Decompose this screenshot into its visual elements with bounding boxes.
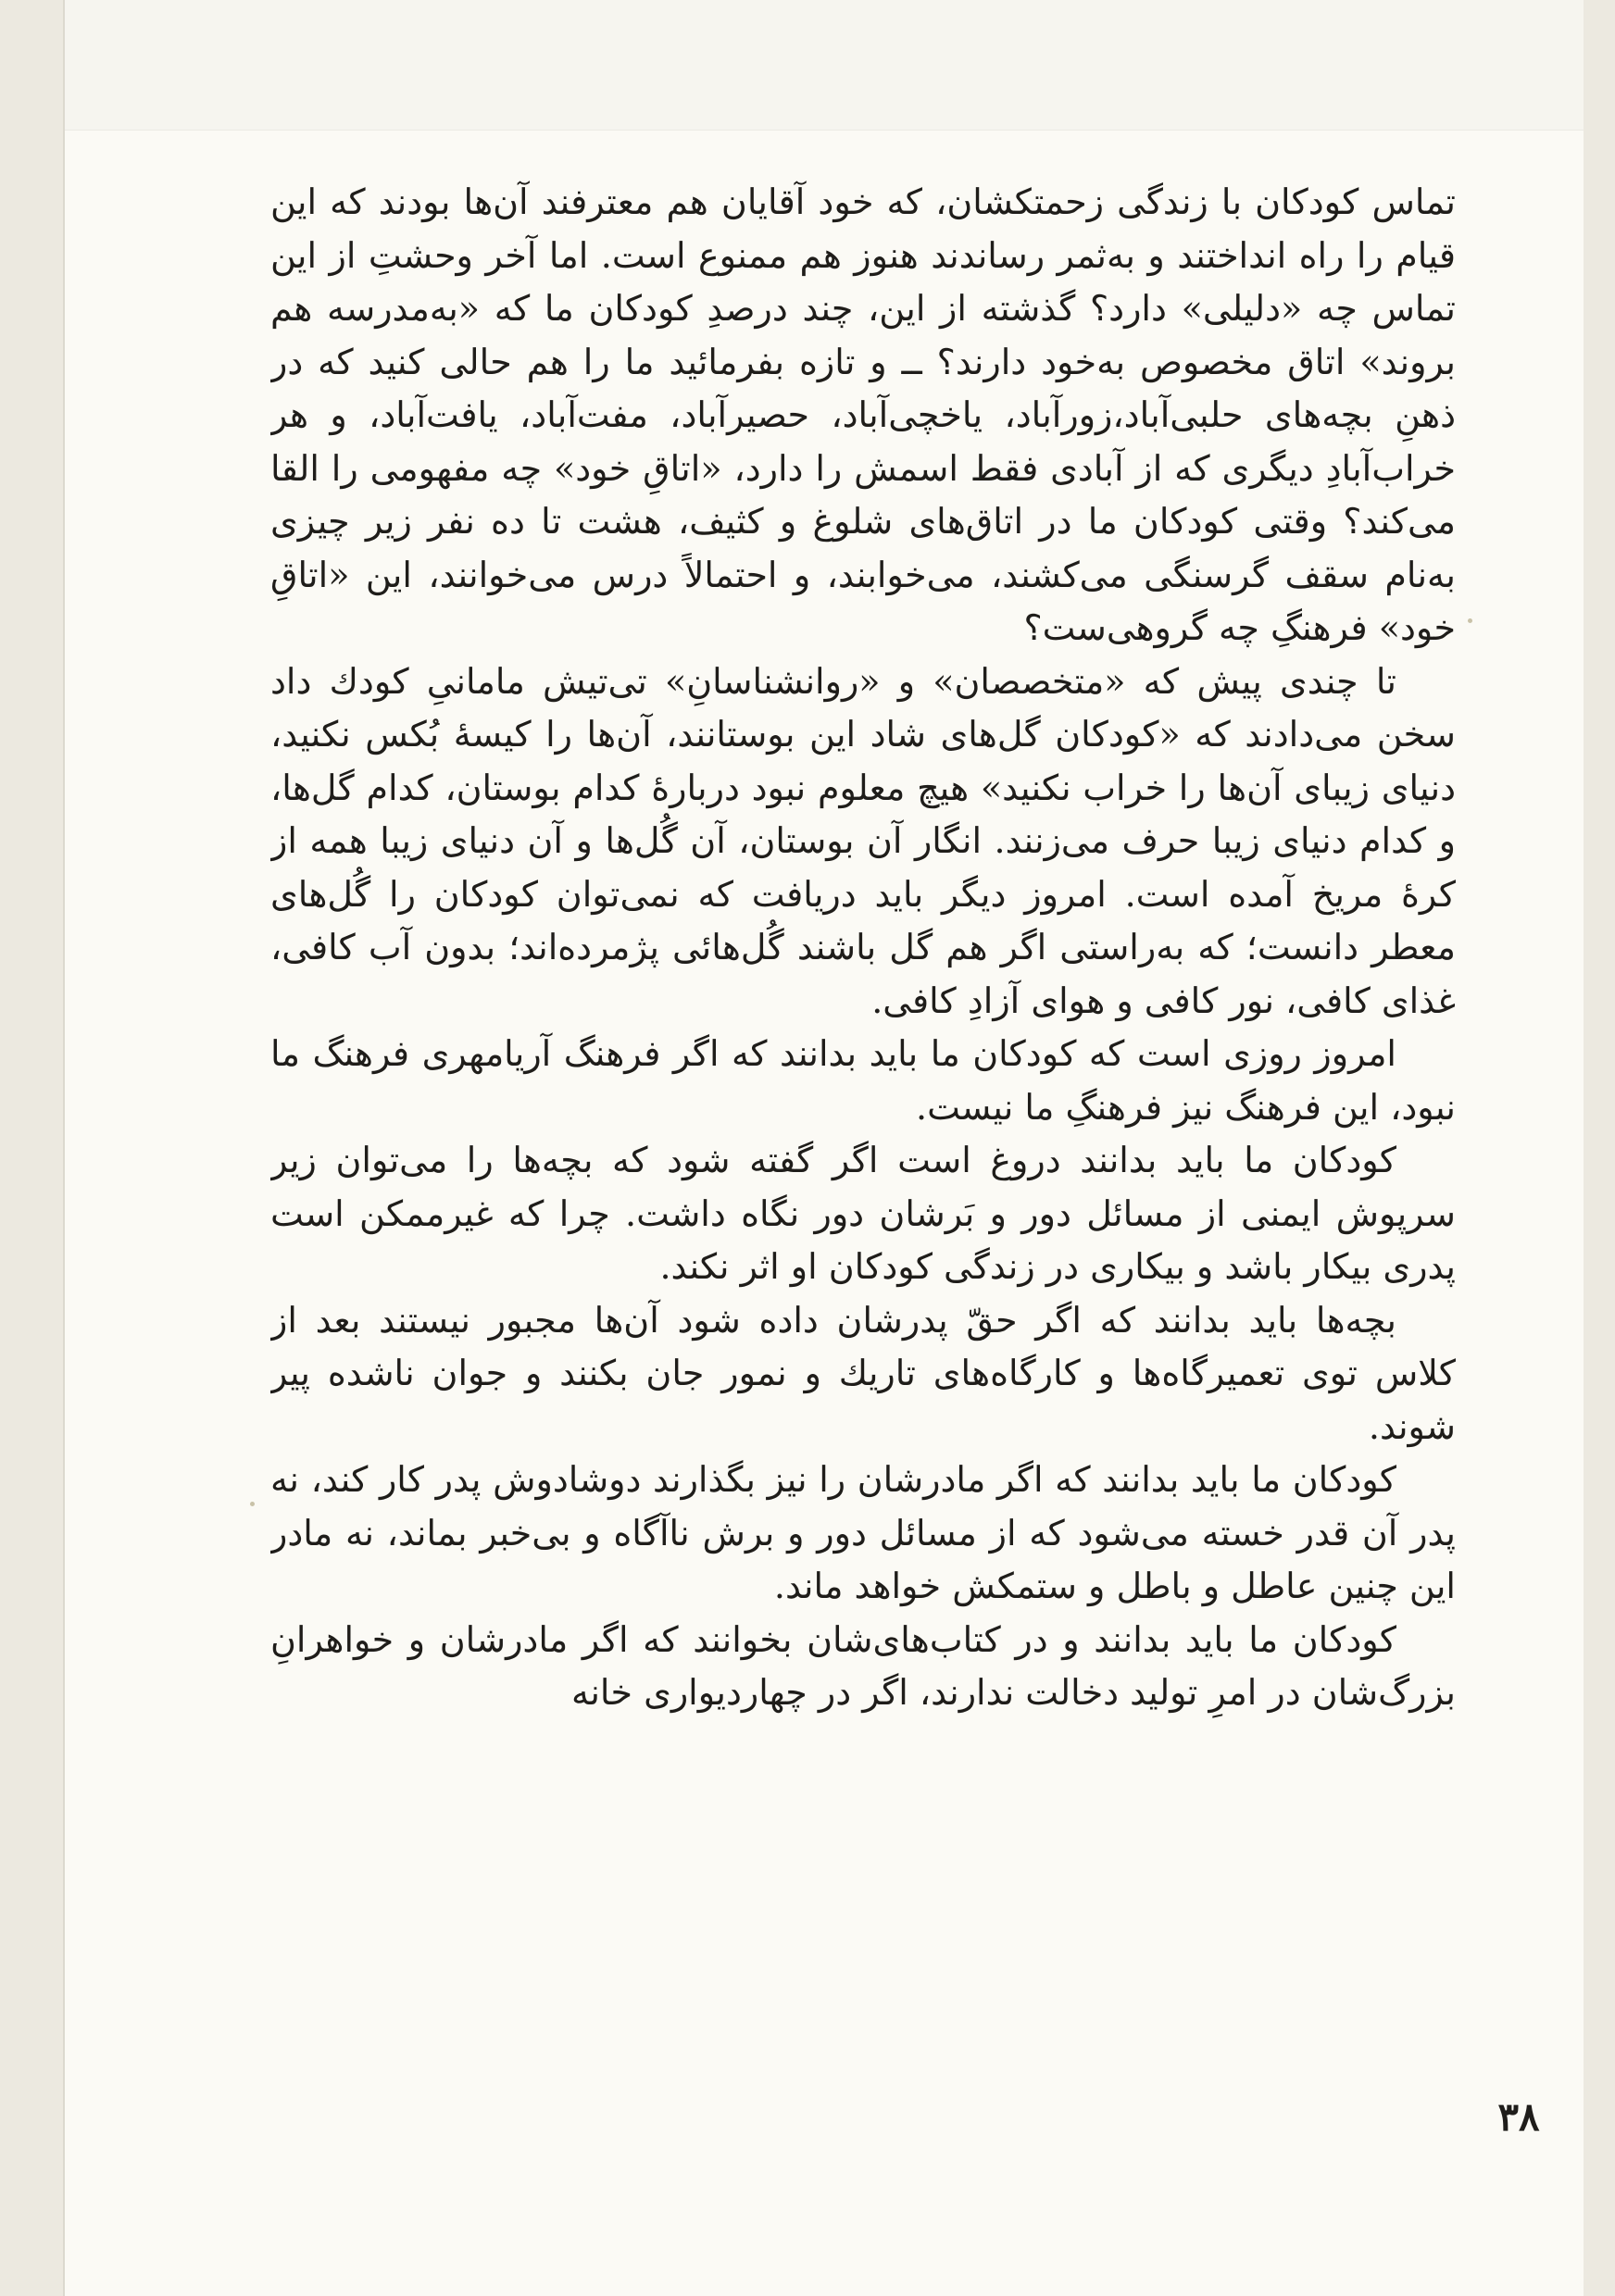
paragraph-4: کودکان ما باید بدانند دروغ است اگر گفته شود که بچه‌ها را می‌توان زیر سرپوش ایمنی از مسائل دور و بَرشان دور نگاه داشت. چرا که غیرممکن است پدری بیکار باشد و بیکاری در زندگی کودکان او اثر نکند. [270, 1140, 1456, 1287]
paragraph-7: کودکان ما باید بدانند و در کتاب‌های‌شان بخوانند که اگر مادرشان و خواهرانِ بزرگ‌شان در امرِ تولید دخالت ندارند، اگر در چهاردیواری خانه [270, 1618, 1456, 1713]
paragraph-1: تماس کودکان با زندگی زحمتکشان، که خود آقایان هم معترفند آن‌ها بودند که این قیام را راه انداختند و به‌ثمر رساندند هنوز هم ممنوع است. اما آخر وحشتِ از این تماس چه «دلیلی» دارد؟ گذشته از این، چند درصدِ کودکان ما که «به‌مدرسه هم بروند» اتاق مخصوص به‌خود دارند؟ ــ و تازه بفرمائید ما را هم حالی کنید که در ذهنِ بچه‌های حلبی‌آباد،زورآباد، یاخچی‌آباد، حصیرآباد، مفت‌آباد، یافت‌آباد، و هر خراب‌آبادِ دیگری که از آبادی فقط اسمش را دارد، «اتاقِ خود» چه مفهومی را القا می‌کند؟ وقتی کودکان ما در اتاق‌های شلوغ و کثیف، هشت تا ده نفر زیر چیزی به‌نام سقف گرسنگی می‌کشند، می‌خوابند، و احتمالاً درس می‌خوانند، این «اتاقِ خود» فرهنگِ چه گروهی‌ست؟ [270, 181, 1456, 648]
page-top-margin [65, 0, 1584, 131]
paper-speck [250, 1502, 255, 1506]
paragraph-2: تا چندی پیش که «متخصصان» و «روانشناسانِ» تی‌تیش مامانیِ کودك داد سخن می‌دادند که «کودکان گل‌های شاد این بوستانند، آن‌ها را کیسهٔ بُکس نکنید، دنیای زیبای آن‌ها را خراب نکنید» هیچ معلوم نبود دربارهٔ کدام بوستان، کدام گل‌ها، و کدام دنیای زیبا حرف می‌زنند. انگار آن بوستان، آن گُل‌ها و آن دنیای زیبا همه از کرهٔ مریخ آمده است. امروز دیگر باید دریافت که نمی‌توان کودکان را گُل‌های معطر دانست؛ که به‌راستی اگر هم گل باشند گُل‌هائی پژمرده‌اند؛ بدون آب کافی، غذای کافی، نور کافی و هوای آزادِ کافی. [270, 660, 1456, 1021]
body-text [270, 176, 1456, 2213]
paragraph-6: کودکان ما باید بدانند که اگر مادرشان را نیز بگذارند دوشادوش پدر کار کند، نه پدر آن قدر خسته می‌شود که از مسائل دور و برش ناآگاه و بی‌خبر بماند، نه مادر این چنین عاطل و باطل و ستمکش خواهد ماند. [270, 1459, 1456, 1606]
paragraph-5: بچه‌ها باید بدانند که اگر حقّ پدرشان داده شود آن‌ها مجبور نیستند بعد از کلاس توی تعمیرگاه‌ها و کارگاه‌های تاریك و نمور جان بکنند و جوان ناشده پیر شوند. [270, 1299, 1456, 1447]
paper-speck [1468, 618, 1472, 623]
paragraph-3: امروز روزی است که کودکان ما باید بدانند که اگر فرهنگ آریامهری فرهنگ ما نبود، این فرهنگ نیز فرهنگِ ما نیست. [270, 1033, 1456, 1128]
book-page [65, 0, 1584, 2296]
page-number: ۳۸ [1497, 2094, 1540, 2140]
